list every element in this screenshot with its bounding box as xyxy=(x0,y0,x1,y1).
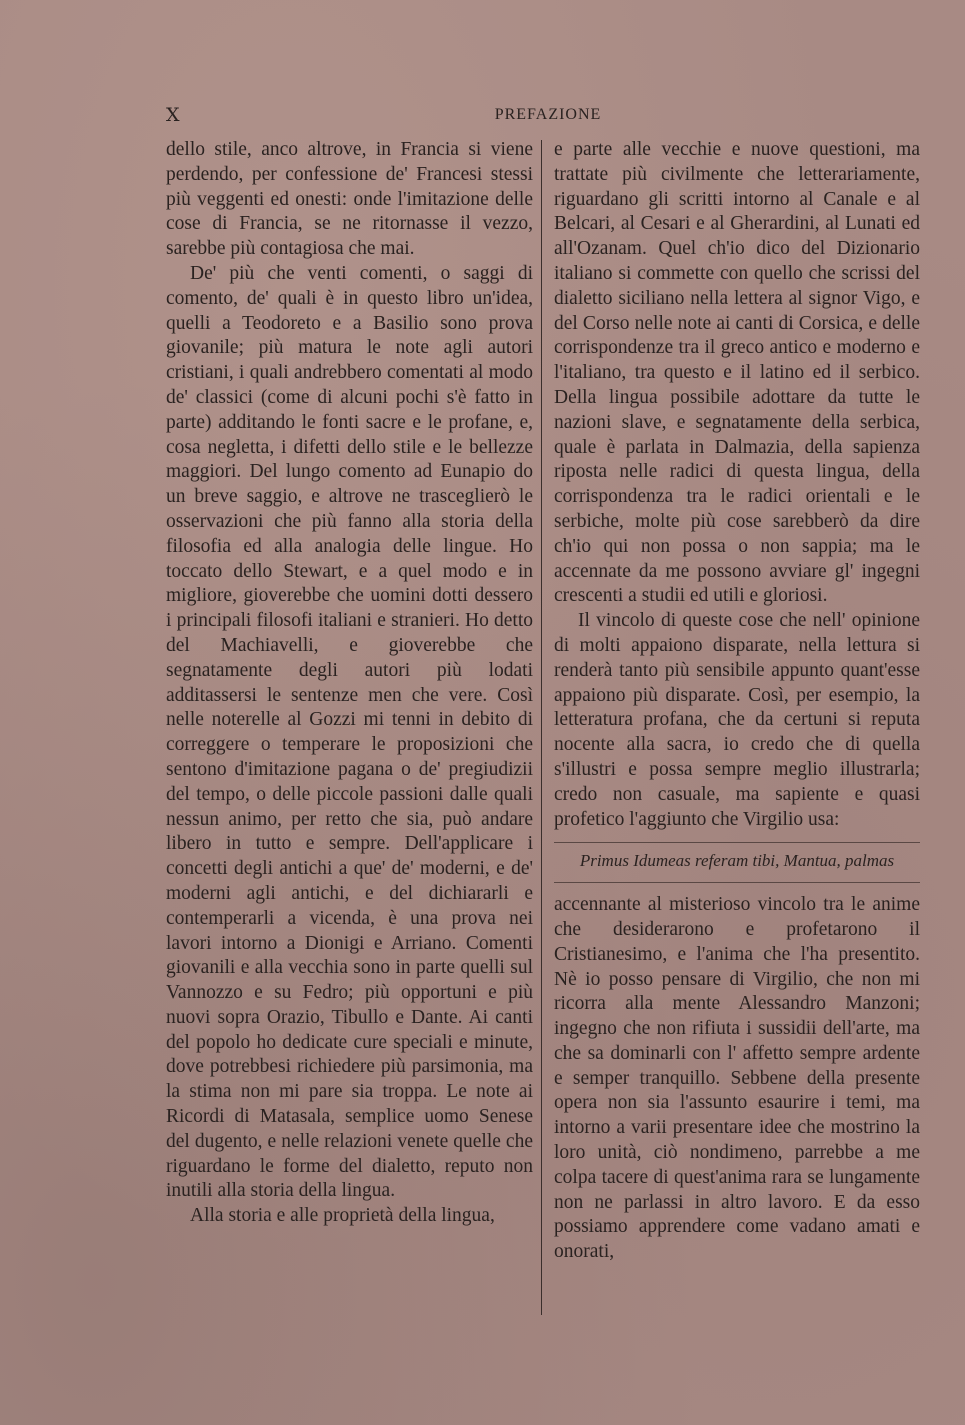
running-title: PREFAZIONE xyxy=(494,106,602,123)
right-paragraph-1: e parte alle vecchie e nuove questioni, ma trattate più civilmente che letterariamente, riguardano gli scritti intorno al Canale e al Belcari, al Cesari e al Gherardini, al Lunati ed all'Ozanam. Quel ch'io dico del Dizionario italiano si commette con quello che scrissi del dialetto siciliano nella lettera al signor Vigo, e del Corso nelle note ai canti di Corsica, e delle corrispondenze tra il greco antico e moderno e l'italiano, tra questo e il latino ed il serbico. Della lingua possibile adottare da tutte le nazioni slave, e segnatamente della serbica, quale è parlata in Dalmazia, della sapienza riposta nelle radici di questa lingua, della corrispondenza tra le radici orientali e le serbiche, molte più cose sarebberò da dire ch'io qui non possa o non sappia; ma le accennate da me possono avviare gl' ingegni crescenti a studii ed utili e gloriosi. xyxy=(554,139,920,607)
verse-quote: Primus Idumeas referam tibi, Mantua, palmas xyxy=(554,842,920,883)
left-column xyxy=(166,138,533,1229)
left-paragraph-3: Alla storia e alle proprietà della lingua, xyxy=(190,1205,495,1227)
left-paragraph-1: dello stile, anco altrove, in Francia si viene perdendo, per confessione de' Francesi stessi più veggenti ed onesti: onde l'imitazione delle cose di Francia, se ne ritornasse il vezzo, sarebbe più contagiosa che mai. xyxy=(166,139,533,260)
left-paragraph-2: De' più che venti comenti, o saggi di comento, de' quali è in questo libro un'idea, quelli a Teodoreto e a Basilio sono prova giovanile; più matura le note agli autori cristiani, i quali andrebbero comentati al modo de' classici (come di alcuni pochi s'è fatto in parte) additando le fonti sacre e le profane, e, cosa negletta, i difetti dello stile e le bellezze maggiori. Del lungo comento ad Eunapio do un breve saggio, e altrove ne trasceglierò le osservazioni che più fanno alla storia della filosofia ed alla analogia delle lingue. Ho toccato dello Stewart, e a quel modo e in migliore, gioverebbe che uomini dotti dessero i principali filosofi italiani e stranieri. Ho detto del Machiavelli, e gioverebbe che segnatamente degli autori più lodati additassersi le sentenze men che vere. Così nelle noterelle al Gozzi mi tenni in debito di correggere o temperare le proposizioni che sentono d'imitazione pagana o de' pregiudizii del tempo, o delle piccole passioni dalle quali nessun animo, per retto che sia, può andare libero in tutto e sempre. Dell'applicare i concetti degli antichi a que' de' moderni, e de' moderni agli antichi, e del dichiararli e contemperarli a vicenda, è una prova nei lavori intorno a Dionigi e Arriano. Comenti giovanili e alla vecchia sono in parte quelli sul Vannozzo e su Fedro; più opportuni e più nuovi sopra Orazio, Tibullo e Dante. Ai canti del popolo ho dedicate cure speciali e minute, dove potrebbesi richiedere più parsimonia, ma la stima non mi pare sia troppa. Le note ai Ricordi di Matasala, semplice uomo Senese del dugento, e nelle relazioni venete quelle che riguardano le forme del dialetto, reputo non inutili alla storia della lingua. xyxy=(166,262,533,1202)
right-column xyxy=(554,138,920,1265)
page-number: X xyxy=(166,104,181,126)
right-paragraph-2: Il vincolo di queste cose che nell' opinione di molti appaiono disparate, nella lettura si renderà tanto più sensibile appunto quant'esse appaiono più disparate. Così, per esempio, la letteratura profana, che da certuni si reputa nocente alla sacra, io credo che di quella s'illustri e possa sempre meglio illustrarla; credo non casuale, ma sapiente e quasi profetico l'aggiunto che Virgilio usa: xyxy=(554,610,920,830)
column-divider xyxy=(541,140,542,1315)
running-head xyxy=(166,104,930,128)
right-paragraph-3: accennante al misterioso vincolo tra le anime che desiderarono e profetarono il Cristianesimo, e l'anima che l'ha presentito. Nè io posso pensare di Virgilio, che non mi ricorra alla mente Alessandro Manzoni; ingegno che non rifiuta i sussidii dell'arte, ma che sa dominarli con l' affetto sempre ardente e semper tranquillo. Sebbene della presente opera non sia l'assunto esaurire i temi, ma intorno a varii presentare idee che mostrino la loro unità, ciò nondimeno, parrebbe a me colpa tacere di quest'anima rara se lungamente non ne parlassi in altro lavoro. E da esso possiamo apprendere come vadano amati e onorati, xyxy=(554,894,920,1263)
